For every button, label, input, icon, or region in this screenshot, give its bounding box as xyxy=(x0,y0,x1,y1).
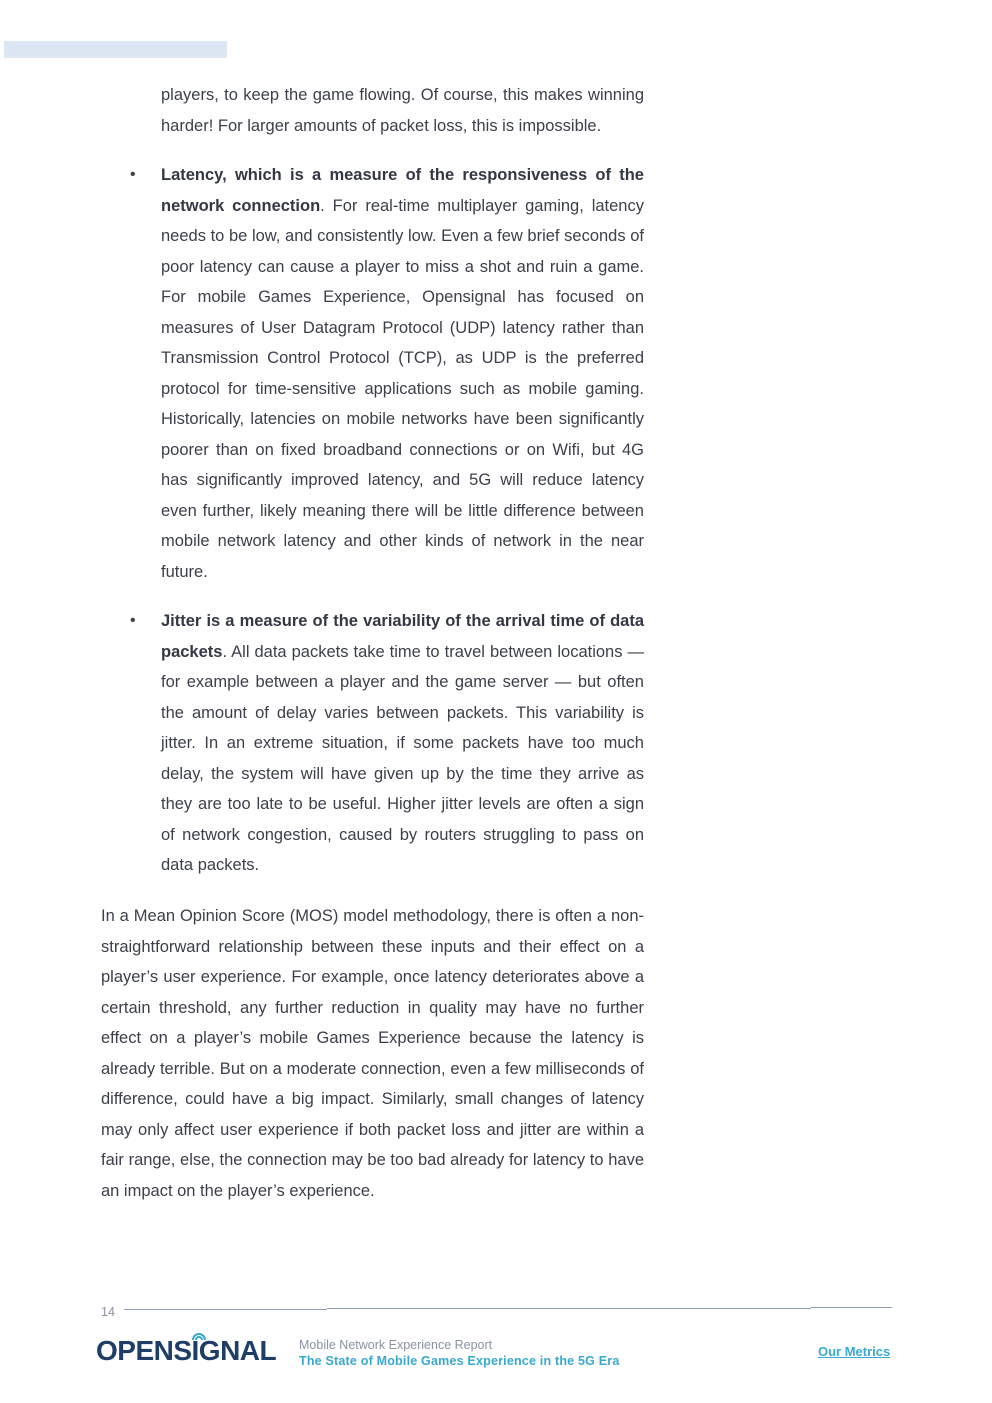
our-metrics-link[interactable]: Our Metrics xyxy=(818,1344,891,1359)
page-number: 14 xyxy=(101,1305,115,1319)
report-label: Mobile Network Experience Report xyxy=(299,1338,493,1352)
report-title: The State of Mobile Games Experience in the 5G Era xyxy=(299,1354,620,1368)
bullet-heading: Latency, which is a measure of the responsiveness of the network connection xyxy=(161,166,644,215)
bullet-marker: • xyxy=(130,166,136,183)
opensignal-logo xyxy=(96,1335,276,1367)
bullet-latency xyxy=(130,160,644,587)
signal-arc-icon xyxy=(191,1331,207,1341)
bullet-jitter xyxy=(130,606,644,881)
footer-rule-middle xyxy=(327,1308,811,1309)
footer-rule-left xyxy=(124,1309,327,1310)
mos-paragraph: In a Mean Opinion Score (MOS) model methodology, there is often a non-straightforward relationship between these inputs and their effect on a player’s user experience. For example, once latency deteriorates above a certain threshold, any further reduction in quality may have no further effect on a player’s mobile Games Experience because the latency is already terrible. But on a moderate connection, even a few milliseconds of difference, could have a big impact. Similarly, small changes of latency may only affect user experience if both packet loss and jitter are within a fair range, else, the connection may be too bad already for latency to have an impact on the player’s experience. xyxy=(101,907,644,1200)
bullet-heading: Jitter is a measure of the variability of the arrival time of data packets xyxy=(161,612,644,661)
header-band xyxy=(4,41,227,58)
footer-rule-right xyxy=(811,1307,892,1308)
logo-text: OPENSIGNAL xyxy=(96,1335,277,1366)
bullet-body: . For real-time multiplayer gaming, latency needs to be low, and consistently low. Even a few brief seconds of poor latency can cause a player to miss a shot and ruin a game. For mobile Games Experience, Opensignal has focused on measures of User Datagram Protocol (UDP) latency rather than Transmission Control Protocol (TCP), as UDP is the preferred protocol for time-sensitive applications such as mobile gaming. Historically, latencies on mobile networks have been significantly poorer than on fixed broadband connections or on Wifi, but 4G has significantly improved latency, and 5G will reduce latency even further, likely meaning there will be little difference between mobile network latency and other kinds of network in the near future. xyxy=(161,196,644,581)
continuation-text: players, to keep the game flowing. Of course, this makes winning harder! For larger amounts of packet loss, this is impossible. xyxy=(161,86,644,135)
bullet-body: . All data packets take time to travel between locations — for example between a player and the game server — but often the amount of delay varies between packets. This variability is jitter. In an extreme situation, if some packets have too much delay, the system will have given up by the time they arrive as they are too late to be useful. Higher jitter levels are often a sign of network congestion, caused by routers struggling to pass on data packets. xyxy=(161,642,644,874)
bullet-marker: • xyxy=(130,612,136,629)
